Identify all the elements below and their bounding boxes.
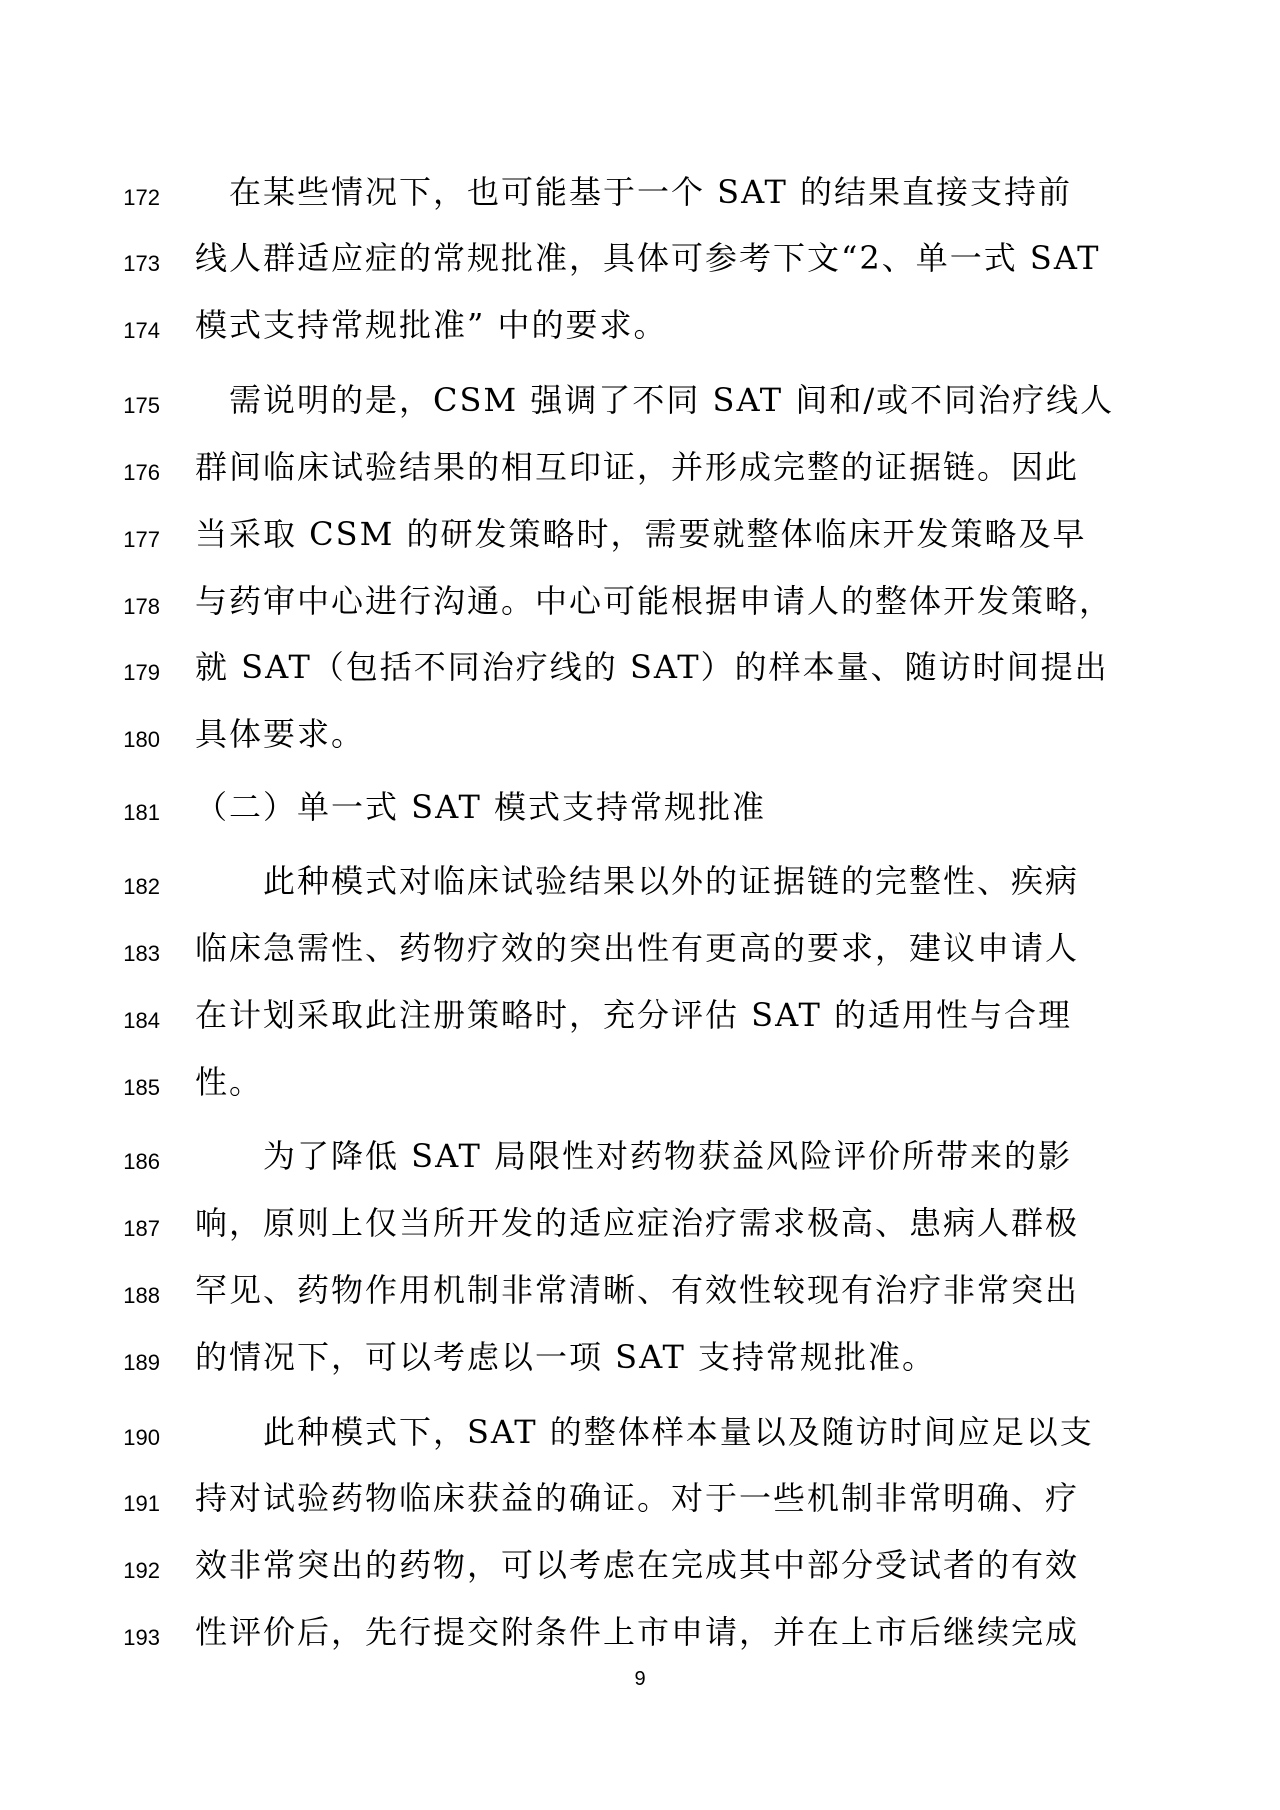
line-number: 176 xyxy=(123,460,160,485)
line-text: 持对试验药物临床获益的确证。对于一些机制非常明确、疗 xyxy=(195,1479,1080,1517)
line-number: 183 xyxy=(123,941,160,966)
line-number: 190 xyxy=(123,1425,160,1450)
line-text: 具体要求。 xyxy=(195,715,366,753)
line-text: 临床急需性、药物疗效的突出性有更高的要求，建议申请人 xyxy=(195,929,1080,967)
line-text: 模式支持常规批准” 中的要求。 xyxy=(195,306,668,344)
line-172 xyxy=(0,170,1280,230)
line-174 xyxy=(0,303,1280,363)
line-text: 此种模式对临床试验结果以外的证据链的完整性、疾病 xyxy=(195,862,1080,900)
line-text: 线人群适应症的常规批准，具体可参考下文“2、单一式 SAT xyxy=(195,239,1101,277)
line-189 xyxy=(0,1335,1280,1395)
line-190 xyxy=(0,1410,1280,1470)
line-text: 就 SAT（包括不同治疗线的 SAT）的样本量、随访时间提出 xyxy=(195,648,1109,686)
line-text: 性。 xyxy=(195,1063,264,1101)
line-180 xyxy=(0,712,1280,772)
line-number: 186 xyxy=(123,1149,160,1174)
line-173 xyxy=(0,236,1280,296)
line-text: 群间临床试验结果的相互印证，并形成完整的证据链。因此 xyxy=(195,448,1080,486)
line-number: 192 xyxy=(123,1558,160,1583)
line-191 xyxy=(0,1476,1280,1536)
line-text: 效非常突出的药物，可以考虑在完成其中部分受试者的有效 xyxy=(195,1546,1080,1584)
line-number: 177 xyxy=(123,527,160,552)
line-number: 179 xyxy=(123,660,160,685)
line-187 xyxy=(0,1201,1280,1261)
line-184 xyxy=(0,993,1280,1053)
line-text: 当采取 CSM 的研发策略时，需要就整体临床开发策略及早 xyxy=(195,515,1087,553)
line-186 xyxy=(0,1134,1280,1194)
line-178 xyxy=(0,579,1280,639)
line-183 xyxy=(0,926,1280,986)
line-number: 188 xyxy=(123,1283,160,1308)
line-text: 罕见、药物作用机制非常清晰、有效性较现有治疗非常突出 xyxy=(195,1271,1080,1309)
line-number: 193 xyxy=(123,1625,160,1650)
line-number: 182 xyxy=(123,874,160,899)
line-text: 性评价后，先行提交附条件上市申请，并在上市后继续完成 xyxy=(195,1613,1080,1651)
line-number: 189 xyxy=(123,1350,160,1375)
line-number: 173 xyxy=(123,251,160,276)
line-number: 172 xyxy=(123,185,160,210)
line-text: 需说明的是，CSM 强调了不同 SAT 间和/或不同治疗线人 xyxy=(195,381,1115,419)
page-number: 9 xyxy=(634,1668,646,1690)
line-179 xyxy=(0,645,1280,705)
line-182 xyxy=(0,859,1280,919)
line-text: 与药审中心进行沟通。中心可能根据申请人的整体开发策略， xyxy=(195,582,1114,620)
line-number: 191 xyxy=(123,1491,160,1516)
line-number: 187 xyxy=(123,1216,160,1241)
line-text: 在某些情况下，也可能基于一个 SAT 的结果直接支持前 xyxy=(195,173,1072,211)
section-heading: （二）单一式 SAT 模式支持常规批准 xyxy=(195,788,766,826)
line-number: 180 xyxy=(123,727,160,752)
line-number: 175 xyxy=(123,393,160,418)
line-185 xyxy=(0,1060,1280,1120)
line-text: 响，原则上仅当所开发的适应症治疗需求极高、患病人群极 xyxy=(195,1204,1080,1242)
line-number: 184 xyxy=(123,1008,160,1033)
line-181 xyxy=(0,785,1280,845)
line-176 xyxy=(0,445,1280,505)
line-177 xyxy=(0,512,1280,572)
line-text: 的情况下，可以考虑以一项 SAT 支持常规批准。 xyxy=(195,1338,936,1376)
line-number: 181 xyxy=(123,800,160,825)
line-number: 178 xyxy=(123,594,160,619)
line-175 xyxy=(0,378,1280,438)
line-193 xyxy=(0,1610,1280,1670)
line-text: 在计划采取此注册策略时，充分评估 SAT 的适用性与合理 xyxy=(195,996,1072,1034)
line-text: 此种模式下，SAT 的整体样本量以及随访时间应足以支 xyxy=(195,1413,1094,1451)
line-188 xyxy=(0,1268,1280,1328)
line-number: 185 xyxy=(123,1075,160,1100)
line-192 xyxy=(0,1543,1280,1603)
line-number: 174 xyxy=(123,318,160,343)
line-text: 为了降低 SAT 局限性对药物获益风险评价所带来的影 xyxy=(195,1137,1072,1175)
